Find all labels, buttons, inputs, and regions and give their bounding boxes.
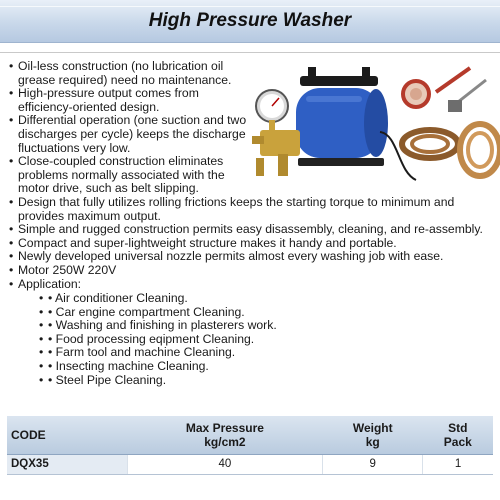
feature-item: • Design that fully utilizes rolling frictions keeps the starting torque to minimum and provides maximum output. [8, 196, 493, 223]
application-item: • • Steel Pipe Cleaning. [38, 374, 493, 388]
application-item: • • Car engine compartment Cleaning. [38, 306, 493, 320]
product-photo [248, 62, 500, 202]
accessories-illustration [402, 68, 500, 176]
divider [0, 52, 500, 53]
feature-item: • Newly developed universal nozzle permits almost every washing job with ease. [8, 250, 493, 264]
feature-item: • Oil-less construction (no lubrication oil grease required) need no maintenance. [8, 60, 248, 87]
feature-item: • Motor 250W 220V [8, 264, 493, 278]
feature-item: • High-pressure output comes from efficiency-oriented design. [8, 87, 248, 114]
cell-weight: 9 [323, 454, 423, 474]
header-max-pressure: Max Pressure kg/cm2 [127, 416, 323, 454]
feature-item: • Compact and super-lightweight structure makes it handy and portable. [8, 237, 493, 251]
application-item: • • Food processing eqipment Cleaning. [38, 333, 493, 347]
application-item: • • Air conditioner Cleaning. [38, 292, 493, 306]
cell-max-pressure: 40 [127, 454, 323, 474]
page-title: High Pressure Washer [148, 10, 352, 31]
application-label: Application: [18, 276, 82, 291]
cell-std-pack: 1 [423, 454, 493, 474]
application-section [8, 278, 493, 388]
table-row [7, 454, 493, 474]
application-item: • • Washing and finishing in plasterers work. [38, 319, 493, 333]
banner-highlight [0, 6, 500, 7]
cell-code: DQX35 [7, 454, 127, 474]
title-banner [0, 0, 500, 43]
pump-illustration [252, 67, 416, 180]
header-std-pack: Std Pack [423, 416, 493, 454]
table-header-row [7, 416, 493, 454]
spec-table [7, 416, 493, 475]
application-item: • • Farm tool and machine Cleaning. [38, 346, 493, 360]
header-weight: Weight kg [323, 416, 423, 454]
feature-item: • Close-coupled construction eliminates problems normally associated with the motor drive, such as belt slipping. [8, 155, 248, 196]
header-code: CODE [7, 416, 127, 454]
application-item: • • Insecting machine Cleaning. [38, 360, 493, 374]
feature-item: • Simple and rugged construction permits easy disassembly, cleaning, and re-assembly. [8, 223, 493, 237]
feature-item: • Differential operation (one suction and two discharges per cycle) keeps the discharge fluctuations very low. [8, 114, 248, 155]
application-list [38, 292, 493, 387]
